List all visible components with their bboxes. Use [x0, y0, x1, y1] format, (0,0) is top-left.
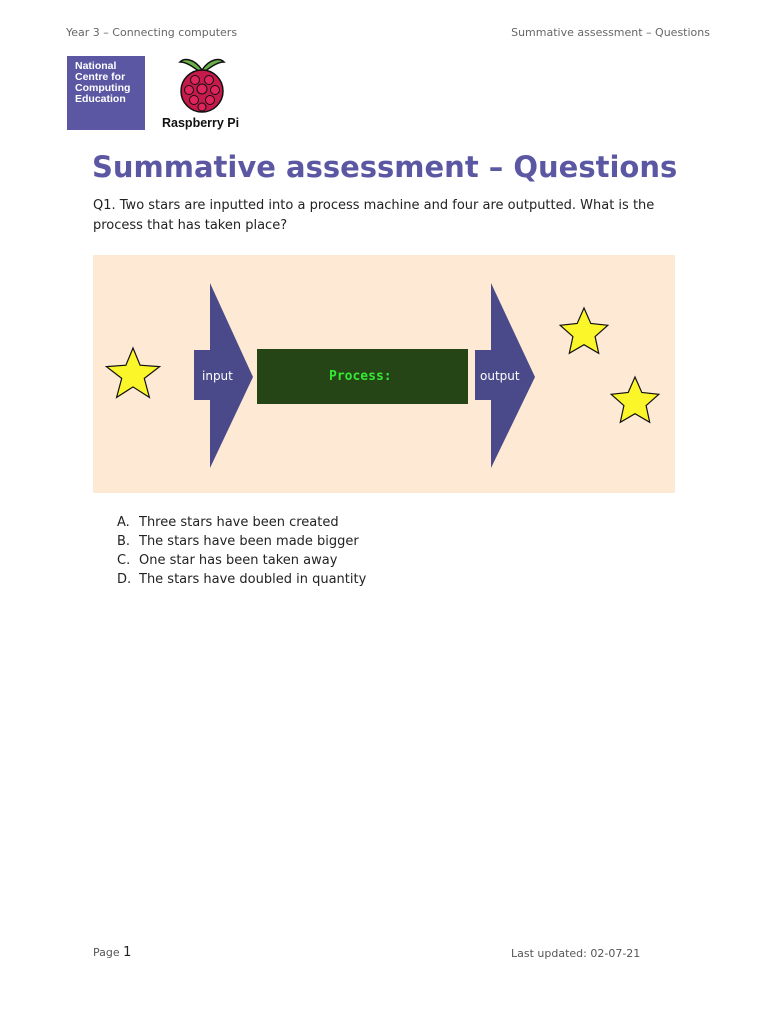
ncce-logo	[67, 56, 145, 130]
header-course-title: Year 3 – Connecting computers	[66, 26, 238, 39]
answer-option	[117, 532, 366, 551]
footer-last-updated: Last updated: 02-07-21	[511, 947, 641, 960]
output-label: output	[480, 369, 520, 383]
header-document-title: Summative assessment – Questions	[511, 26, 710, 39]
answer-text: Three stars have been created	[139, 515, 339, 530]
answer-option	[117, 513, 366, 532]
process-diagram	[93, 255, 675, 493]
question-text: Q1. Two stars are inputted into a process machine and four are outputted. What is the process that has taken place?	[93, 198, 655, 233]
footer-page	[93, 945, 131, 960]
answer-text: The stars have been made bigger	[139, 534, 359, 549]
ncce-logo-line: Centre for	[75, 71, 126, 83]
footer-page-label: Page	[93, 946, 120, 959]
ncce-logo-line: Education	[75, 93, 126, 105]
answer-letter: B.	[117, 534, 131, 549]
answer-text: The stars have doubled in quantity	[139, 572, 367, 587]
raspberry-pi-logo-icon	[176, 54, 228, 114]
answer-letter: D.	[117, 572, 132, 587]
answer-option	[117, 570, 366, 589]
input-label: input	[202, 369, 233, 383]
ncce-logo-line: Computing	[75, 82, 131, 94]
raspberry-pi-logo-text: Raspberry Pi	[162, 116, 240, 130]
process-label: Process:	[329, 369, 392, 384]
answer-options	[117, 513, 366, 589]
page-title: Summative assessment – Questions	[92, 150, 678, 184]
answer-text: One star has been taken away	[139, 553, 338, 568]
footer-page-number: 1	[123, 945, 132, 960]
answer-letter: C.	[117, 553, 131, 568]
ncce-logo-line: National	[75, 60, 117, 72]
answer-option	[117, 551, 366, 570]
answer-letter: A.	[117, 515, 130, 530]
